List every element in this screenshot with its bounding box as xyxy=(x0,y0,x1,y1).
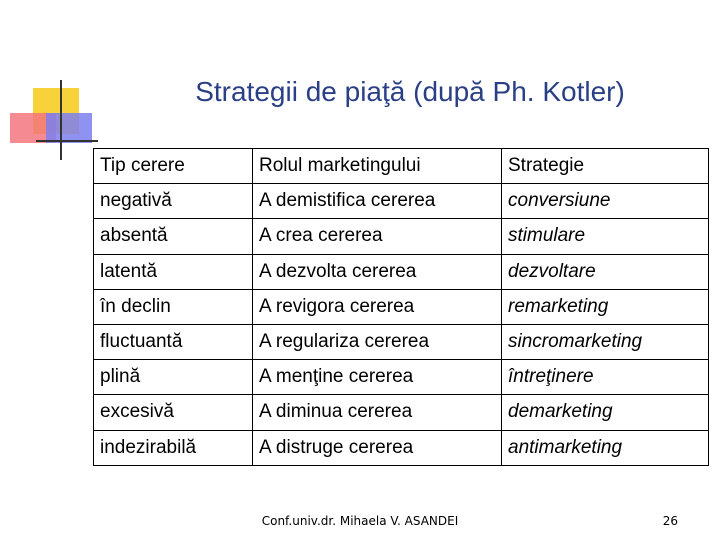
table-row xyxy=(94,324,709,359)
table-cell: întreţinere xyxy=(502,360,709,395)
slide-footer: Conf.univ.dr. Mihaela V. ASANDEI xyxy=(261,514,459,528)
table-cell: remarketing xyxy=(502,289,709,324)
table-cell: A menţine cererea xyxy=(253,360,502,395)
slide-title: Strategii de piaţă (după Ph. Kotler) xyxy=(195,76,625,107)
table-cell: A dezvolta cererea xyxy=(253,254,502,289)
table-cell: A revigora cererea xyxy=(253,289,502,324)
decor-vertical-line xyxy=(60,80,62,160)
table-row xyxy=(94,395,709,430)
table-cell: A regulariza cererea xyxy=(253,324,502,359)
table-row xyxy=(94,184,709,219)
header-cell: Tip cerere xyxy=(94,149,253,184)
table-cell: A crea cererea xyxy=(253,219,502,254)
table-cell: dezvoltare xyxy=(502,254,709,289)
table-cell: negativă xyxy=(94,184,253,219)
table-cell: absentă xyxy=(94,219,253,254)
table-cell: conversiune xyxy=(502,184,709,219)
table-cell: A demistifica cererea xyxy=(253,184,502,219)
table-cell: stimulare xyxy=(502,219,709,254)
strategy-table xyxy=(93,148,709,466)
table-cell: sincromarketing xyxy=(502,324,709,359)
table-cell: demarketing xyxy=(502,395,709,430)
table-row xyxy=(94,430,709,465)
decor-horizontal-line xyxy=(36,140,98,142)
table-header-row xyxy=(94,149,709,184)
table-cell: latentă xyxy=(94,254,253,289)
table-cell: A distruge cererea xyxy=(253,430,502,465)
table-cell: antimarketing xyxy=(502,430,709,465)
table-row xyxy=(94,360,709,395)
table-row xyxy=(94,254,709,289)
header-cell: Strategie xyxy=(502,149,709,184)
table-cell: fluctuantă xyxy=(94,324,253,359)
decor-blue-square xyxy=(46,113,92,143)
table-cell: A diminua cererea xyxy=(253,395,502,430)
header-cell: Rolul marketingului xyxy=(253,149,502,184)
table-cell: excesivă xyxy=(94,395,253,430)
table-row xyxy=(94,289,709,324)
table-cell: în declin xyxy=(94,289,253,324)
table-cell: indezirabilă xyxy=(94,430,253,465)
table-row xyxy=(94,219,709,254)
page-number: 26 xyxy=(662,514,678,528)
table-cell: plină xyxy=(94,360,253,395)
